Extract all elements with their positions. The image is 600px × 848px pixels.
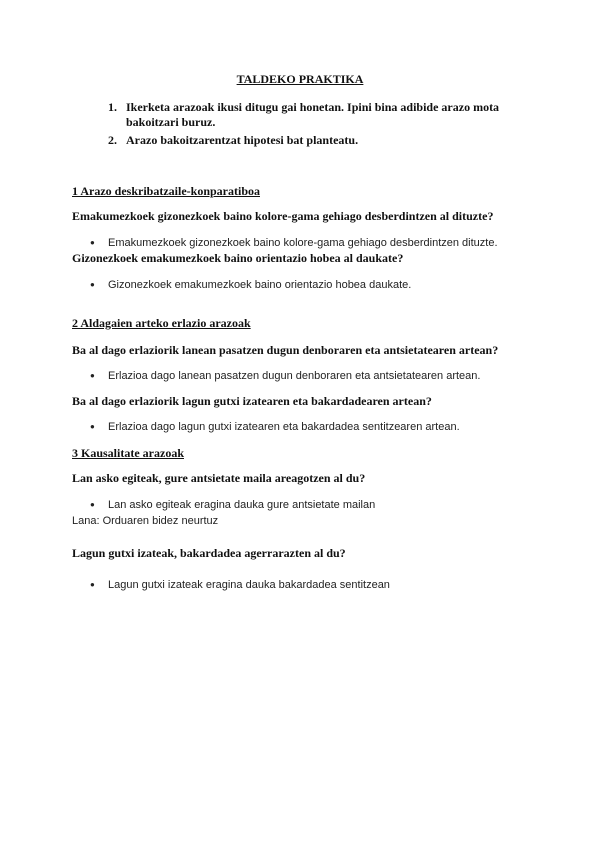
section-1-question-2: Gizonezkoek emakumezkoek baino orientazio hobea al daukate? xyxy=(72,251,404,265)
bullet-icon: ● xyxy=(90,371,95,380)
page-title: TALDEKO PRAKTIKA xyxy=(236,72,364,86)
section-2-question-2: Ba al dago erlaziorik lagun gutxi izatearen eta bakardadearen artean? xyxy=(72,394,432,408)
instruction-1-number: 1. xyxy=(108,100,117,114)
instruction-2-number: 2. xyxy=(108,133,117,147)
instruction-2-line-1: Arazo bakoitzarentzat hipotesi bat planteatu. xyxy=(126,133,359,147)
bullet-icon: ● xyxy=(90,580,95,589)
bullet-icon: ● xyxy=(90,280,95,289)
bullet-icon: ● xyxy=(90,500,95,509)
instruction-1-line-2: bakoitzari buruz. xyxy=(126,115,216,129)
section-1-answer-2-text: Gizonezkoek emakumezkoek baino orientazio hobea daukate. xyxy=(108,279,412,291)
section-3-question-1: Lan asko egiteak, gure antsietate maila areagotzen al du? xyxy=(72,471,366,485)
bullet-icon: ● xyxy=(90,238,95,247)
section-2-answer-2-text: Erlazioa dago lagun gutxi izatearen eta bakardadea sentitzearen artean. xyxy=(108,421,460,433)
section-3-note: Lana: Orduaren bidez neurtuz xyxy=(72,515,219,527)
section-1-heading: 1 Arazo deskribatzaile-konparatiboa xyxy=(72,184,260,198)
section-3-heading: 3 Kausalitate arazoak xyxy=(72,446,184,460)
section-3-answer-1-text: Lan asko egiteak eragina dauka gure antsietate mailan xyxy=(108,499,376,511)
section-1-answer-1-text: Emakumezkoek gizonezkoek baino kolore-gama gehiago desberdintzen dituzte. xyxy=(108,237,498,249)
instruction-1-line-1: Ikerketa arazoak ikusi ditugu gai honetan. Ipini bina adibide arazo mota xyxy=(126,100,500,114)
section-3-question-2: Lagun gutxi izateak, bakardadea agerrarazten al du? xyxy=(72,546,346,560)
section-3-answer-2-text: Lagun gutxi izateak eragina dauka bakardadea sentitzean xyxy=(108,579,390,591)
section-2-heading: 2 Aldagaien arteko erlazio arazoak xyxy=(72,316,251,330)
section-1-question-1: Emakumezkoek gizonezkoek baino kolore-gama gehiago desberdintzen al dituzte? xyxy=(72,209,494,223)
section-2-answer-1-text: Erlazioa dago lanean pasatzen dugun denboraren eta antsietatearen artean. xyxy=(108,370,481,382)
bullet-icon: ● xyxy=(90,422,95,431)
section-2-question-1: Ba al dago erlaziorik lanean pasatzen dugun denboraren eta antsietatearen artean? xyxy=(72,343,499,357)
